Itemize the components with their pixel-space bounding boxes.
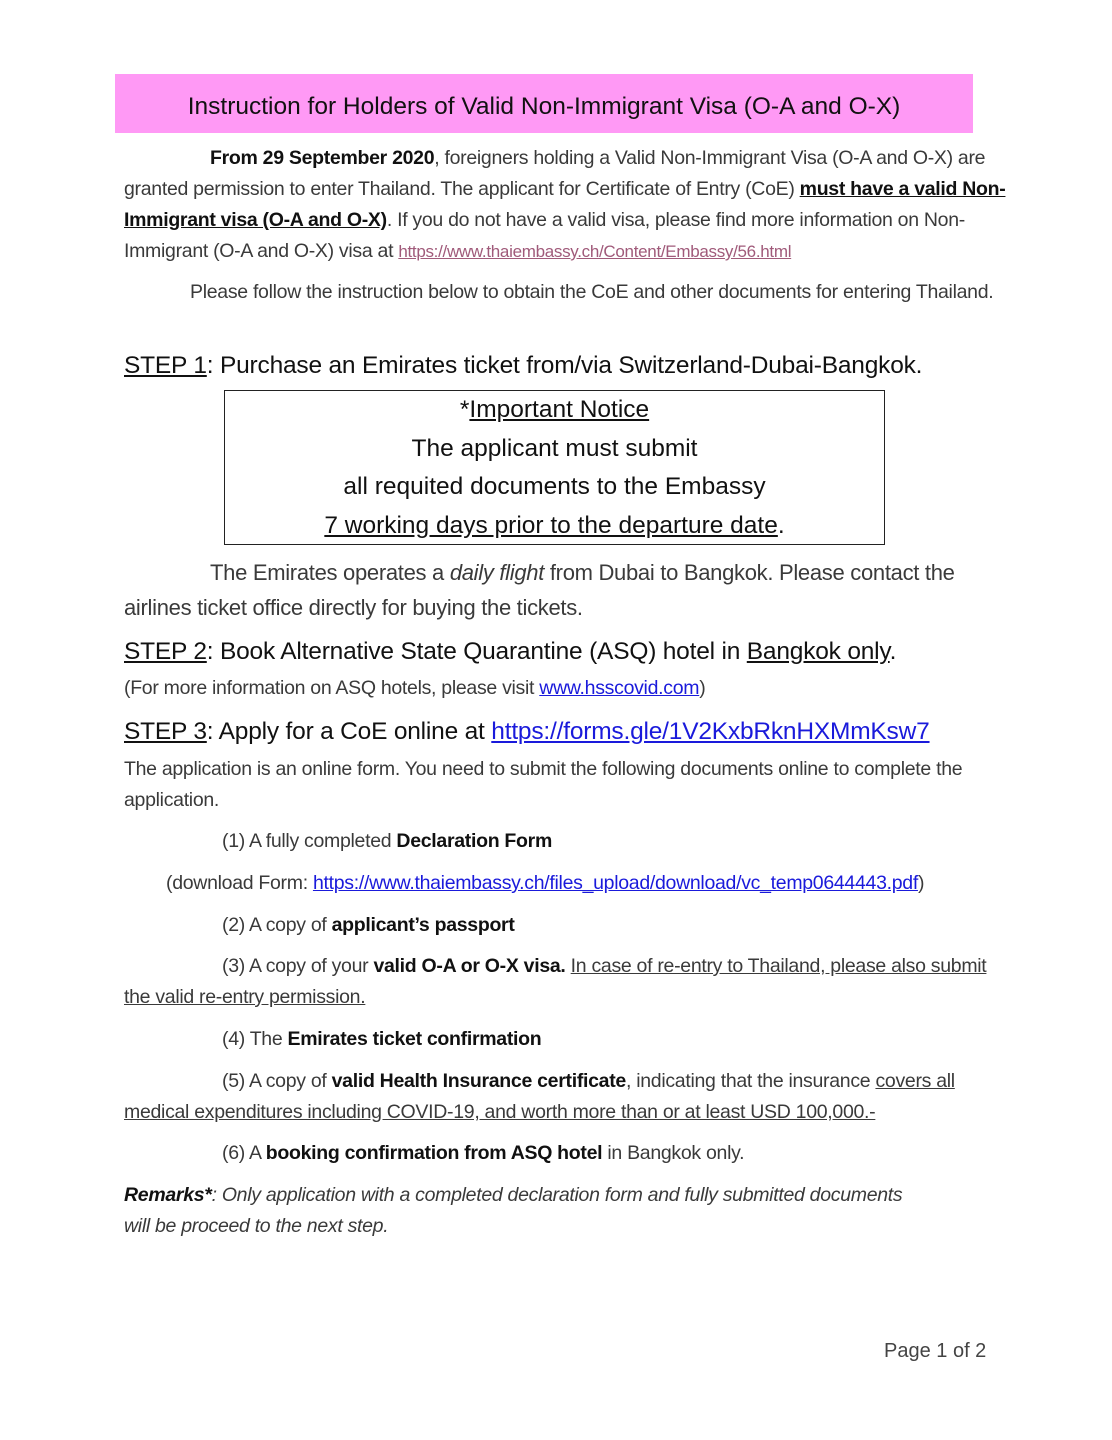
item-5-coverage: covers all medical expenditures including COVID-19, and worth more than or at least USD 100,000.- [124,1070,955,1123]
step2-heading [124,638,896,666]
page-number: Page 1 of 2 [884,1340,987,1362]
step1-label: STEP 1 [124,352,207,379]
asq-info [124,673,1014,704]
must-have-visa: must have a valid Non-Immigrant visa (O-A and O-X) [124,178,1006,231]
important-notice-box [224,390,885,545]
notice-line: all requited documents to the Embassy [343,473,766,500]
intro-date: From 29 September 2020 [210,147,435,169]
download-form-line [166,868,1056,899]
item-6 [124,1138,1014,1169]
item-6-text: (6) A [222,1142,266,1164]
item-1 [124,826,1014,857]
page-title: Instruction for Holders of Valid Non-Immigrant Visa (O-A and O-X) [187,93,901,120]
item-2-bold: applicant’s passport [331,914,515,936]
notice-line: The applicant must submit [411,434,698,462]
step3-label: STEP 3 [124,718,207,745]
intro-paragraph [124,143,1014,267]
item-4-bold: Emirates ticket confirmation [287,1028,542,1050]
step1-heading [124,352,922,380]
step2-text: : Book Alternative State Quarantine (ASQ) hotel [206,638,715,665]
item-1-bold: Declaration Form [396,830,552,852]
item-5-bold: valid Health Insurance certificate [331,1070,626,1092]
intro-text: , foreigners holding a Valid Non-Immigrant Visa (O-A and O-X) are granted permission to enter Thailand. The applicant for Certificate of Entry (CoE) [124,147,986,200]
application-text: The application is an online form. You need to submit the following documents online to complete the application. [124,758,963,811]
item-5-text-2: , indicating that the insurance [625,1070,876,1092]
daily-flight: daily flight [449,560,545,585]
item-3-text: (3) A copy of your [222,955,374,977]
item-1-text: (1) A fully completed [222,830,397,852]
item-4 [124,1024,1014,1055]
step2-label: STEP 2 [124,638,207,665]
item-6-bold: booking confirmation from ASQ hotel [265,1142,603,1164]
emirates-text-2: from Dubai to Bangkok. Please contact the airlines ticket office directly for buying the tickets. [124,560,955,620]
notice-deadline: 7 working days prior to the departure date [324,511,778,539]
title-banner [115,74,973,133]
notice-star: * [459,396,470,423]
notice-period: . [777,511,785,539]
embassy-visa-link[interactable]: https://www.thaiembassy.ch/Content/Embassy/56.html [398,242,792,261]
step2-in: in [714,638,747,665]
coe-form-link[interactable]: https://forms.gle/1V2KxbRknHXMmKsw7 [491,718,930,745]
bangkok-only: Bangkok only [746,638,890,665]
step3-text: : Apply for a CoE online at [206,718,492,745]
intro-text-2: . If you do not have a valid visa, please find more information on Non-Immigrant (O-A and O-X) visa at [124,209,965,262]
notice-heading: Important Notice [469,396,650,423]
asq-info-end: ) [699,677,706,699]
item-4-text: (4) The [222,1028,288,1050]
remarks-label: Remarks* [124,1184,212,1206]
remarks-text: : Only application with a completed declaration form and fully submitted documents will be proceed to the next step. [124,1184,903,1237]
emirates-text: The Emirates operates a [210,560,450,585]
item-5 [124,1066,1014,1128]
item-3 [124,951,1014,1013]
step1-text: : Purchase an Emirates ticket from/via Switzerland-Dubai-Bangkok. [206,352,923,379]
download-text: (download Form: [166,872,313,894]
item-5-text: (5) A copy of [222,1070,332,1092]
item-2 [124,910,1014,941]
step2-period: . [889,638,897,665]
item-6-text-2: in Bangkok only. [602,1142,745,1164]
asq-info-text: (For more information on ASQ hotels, please visit [124,677,540,699]
item-3-bold: valid O-A or O-X visa. [373,955,566,977]
declaration-form-link[interactable]: https://www.thaiembassy.ch/files_upload/download/vc_temp0644443.pdf [312,872,918,894]
step3-heading [124,718,930,746]
emirates-paragraph [124,555,1014,625]
download-end: ) [917,872,925,894]
remarks [124,1180,904,1242]
follow-paragraph [124,277,1014,308]
item-3-reentry: In case of re-entry to Thailand, please also submit the valid re-entry permission. [124,955,987,1008]
hsscovid-link[interactable]: www.hsscovid.com [539,677,700,699]
item-2-text: (2) A copy of [222,914,332,936]
follow-text: Please follow the instruction below to obtain the CoE and other documents for entering Thailand. [190,281,994,303]
